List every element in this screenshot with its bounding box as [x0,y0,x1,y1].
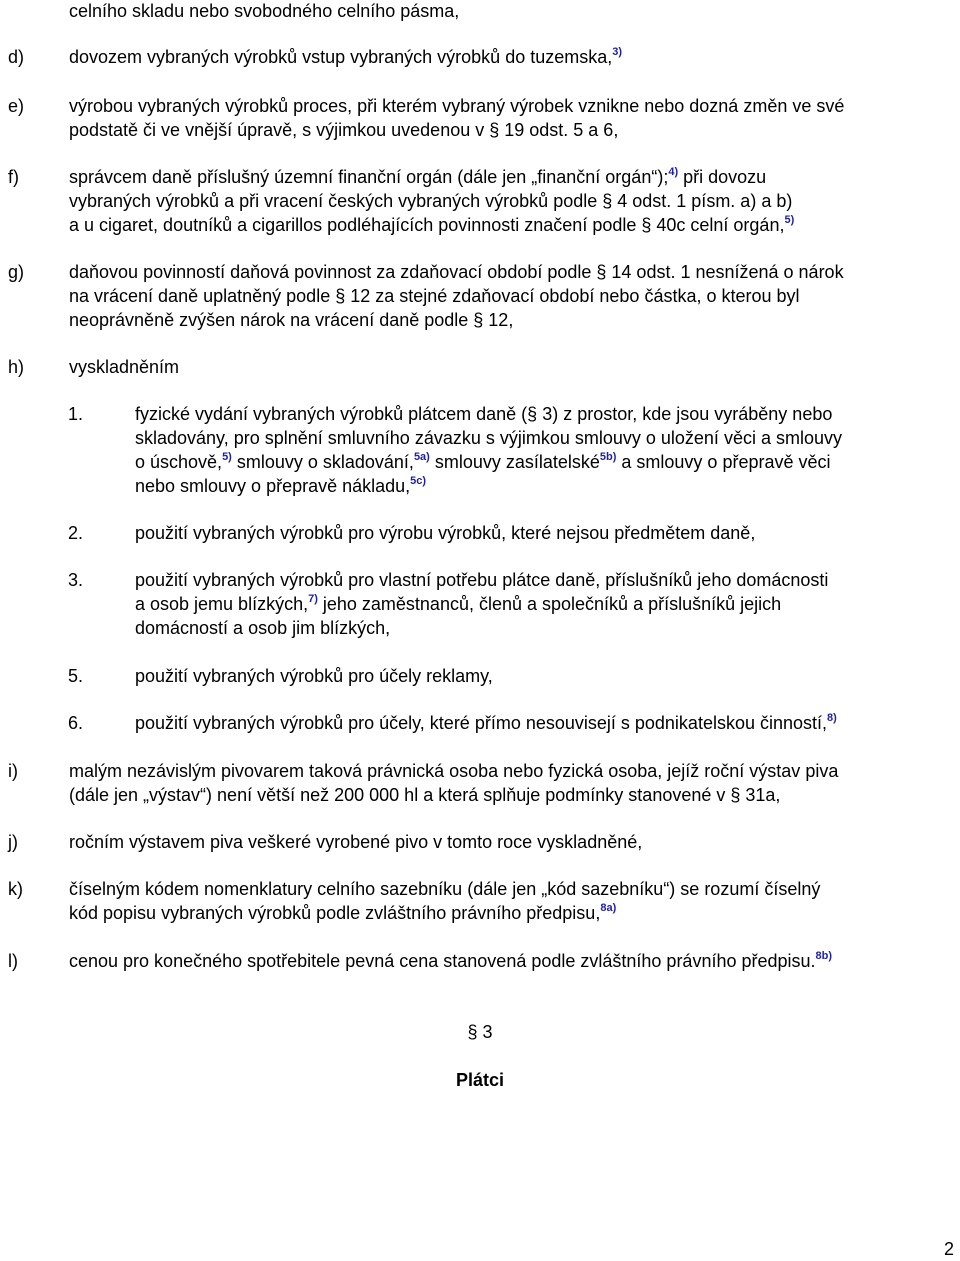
subitem-3-line3: domácností a osob jim blízkých, [135,618,391,638]
subitem-5-line1: použití vybraných výrobků pro účely reklamy, [135,666,493,686]
section-title: Plátci [455,1070,505,1090]
subitem-1-line3: o úschově,$^{5)}$ smlouvy o skladování,$^{5a)}$ smlouvy zasílatelské$^{5b)}$ a smlouvy o přepravě věci [135,451,831,472]
subitem-6-line1: použití vybraných výrobků pro účely, které přímo nesouvisejí s podnikatelskou činností,$^{8)}$ [135,712,837,733]
subitem-number-3: 3. [68,570,84,590]
item-label-e: e) [8,96,25,116]
item-label-h: h) [8,357,25,377]
item-g-line2: na vrácení daně uplatněný podle § 12 za stejné zdaňovací období nebo částka, o kterou byl [69,286,800,306]
item-g-line3: neoprávněně zvýšen nárok na vrácení daně podle § 12, [69,310,514,330]
footnote-ref[interactable]: 7) [308,593,318,605]
item-f-line1: správcem daně příslušný územní finanční orgán (dále jen „finanční orgán“);$^{4)}$ při dovozu [69,166,767,187]
footnote-ref[interactable]: 8a) [600,902,617,914]
item-label-f: f) [8,167,19,187]
item-h-line1: vyskladněním [69,357,180,377]
item-k-line1: číselným kódem nomenklatury celního sazebníku (dále jen „kód sazebníku“) se rozumí číselný [69,879,821,899]
item-g-line1: daňovou povinností daňová povinnost za zdaňovací období podle § 14 odst. 1 nesnížená o nárok [69,262,844,282]
item-label-d: d) [8,47,25,67]
footnote-ref[interactable]: 5a) [413,451,430,463]
item-label-l: l) [8,951,18,971]
item-f-line2: vybraných výrobků a při vracení českých vybraných výrobků podle § 4 odst. 1 písm. a) a b) [69,191,793,211]
item-i-line2: (dále jen „výstav“) není větší než 200 000 hl a která splňuje podmínky stanovené v § 31a, [69,785,781,805]
intro-line: celního skladu nebo svobodného celního pásma, [69,1,460,21]
footnote-ref[interactable]: 5) [784,214,795,226]
item-d-text: dovozem vybraných výrobků vstup vybraných výrobků do tuzemska,$^{3)}$ [69,46,623,67]
footnote-ref[interactable]: 5b) [599,451,617,463]
subitem-number-6: 6. [68,713,84,733]
subitem-number-5: 5. [68,666,84,686]
item-i-line1: malým nezávislým pivovarem taková právnická osoba nebo fyzická osoba, jejíž roční výstav piva [69,761,839,781]
item-f-line3: a u cigaret, doutníků a cigarillos podléhajících povinnosti značení podle § 40c celní orgán,$^{5)}$ [69,214,795,235]
subitem-3-line1: použití vybraných výrobků pro vlastní potřebu plátce daně, příslušníků jeho domácnosti [135,570,829,590]
subitem-1-line1: fyzické vydání vybraných výrobků plátcem daně (§ 3) z prostor, kde jsou vyráběny nebo [135,404,833,424]
footnote-ref[interactable]: 5) [222,451,232,463]
item-k-line2: kód popisu vybraných výrobků podle zvláštního právního předpisu,$^{8a)}$ [69,902,617,923]
subitem-number-2: 2. [68,523,84,543]
footnote-ref[interactable]: 5c) [410,475,427,487]
footnote-ref[interactable]: 4) [668,166,679,178]
item-e-line1: výrobou vybraných výrobků proces, při kterém vybraný výrobek vznikne nebo dozná změn ve své [69,96,845,116]
item-label-g: g) [8,262,25,282]
footnote-ref[interactable]: 8b) [815,950,833,962]
item-l-line1: cenou pro konečného spotřebitele pevná cena stanovená podle zvláštního právního předpisu.$^{8b)}$ [69,950,833,971]
footnote-ref[interactable]: 8) [827,712,837,724]
item-label-i: i) [8,761,18,781]
subitem-1-line4: nebo smlouvy o přepravě nákladu,$^{5c)}$ [135,475,427,496]
subitem-2-line1: použití vybraných výrobků pro výrobu výrobků, které nejsou předmětem daně, [135,523,756,543]
subitem-3-line2: a osob jemu blízkých,$^{7)}$ jeho zaměstnanců, členů a společníků a příslušníků jejich [135,593,782,614]
item-label-k: k) [8,879,23,899]
section-number: § 3 [467,1022,493,1042]
item-label-j: j) [8,832,18,852]
item-e-line2: podstatě či ve vnější úpravě, s výjimkou uvedenou v § 19 odst. 5 a 6, [69,120,619,140]
footnote-ref[interactable]: 3) [612,46,623,58]
subitem-number-1: 1. [68,404,84,424]
page-number: 2 [943,1239,954,1259]
subitem-1-line2: skladovány, pro splnění smluvního závazku s výjimkou smlouvy o uložení věci a smlouvy [135,428,842,448]
item-j-line1: ročním výstavem piva veškeré vyrobené pivo v tomto roce vyskladněné, [69,832,643,852]
